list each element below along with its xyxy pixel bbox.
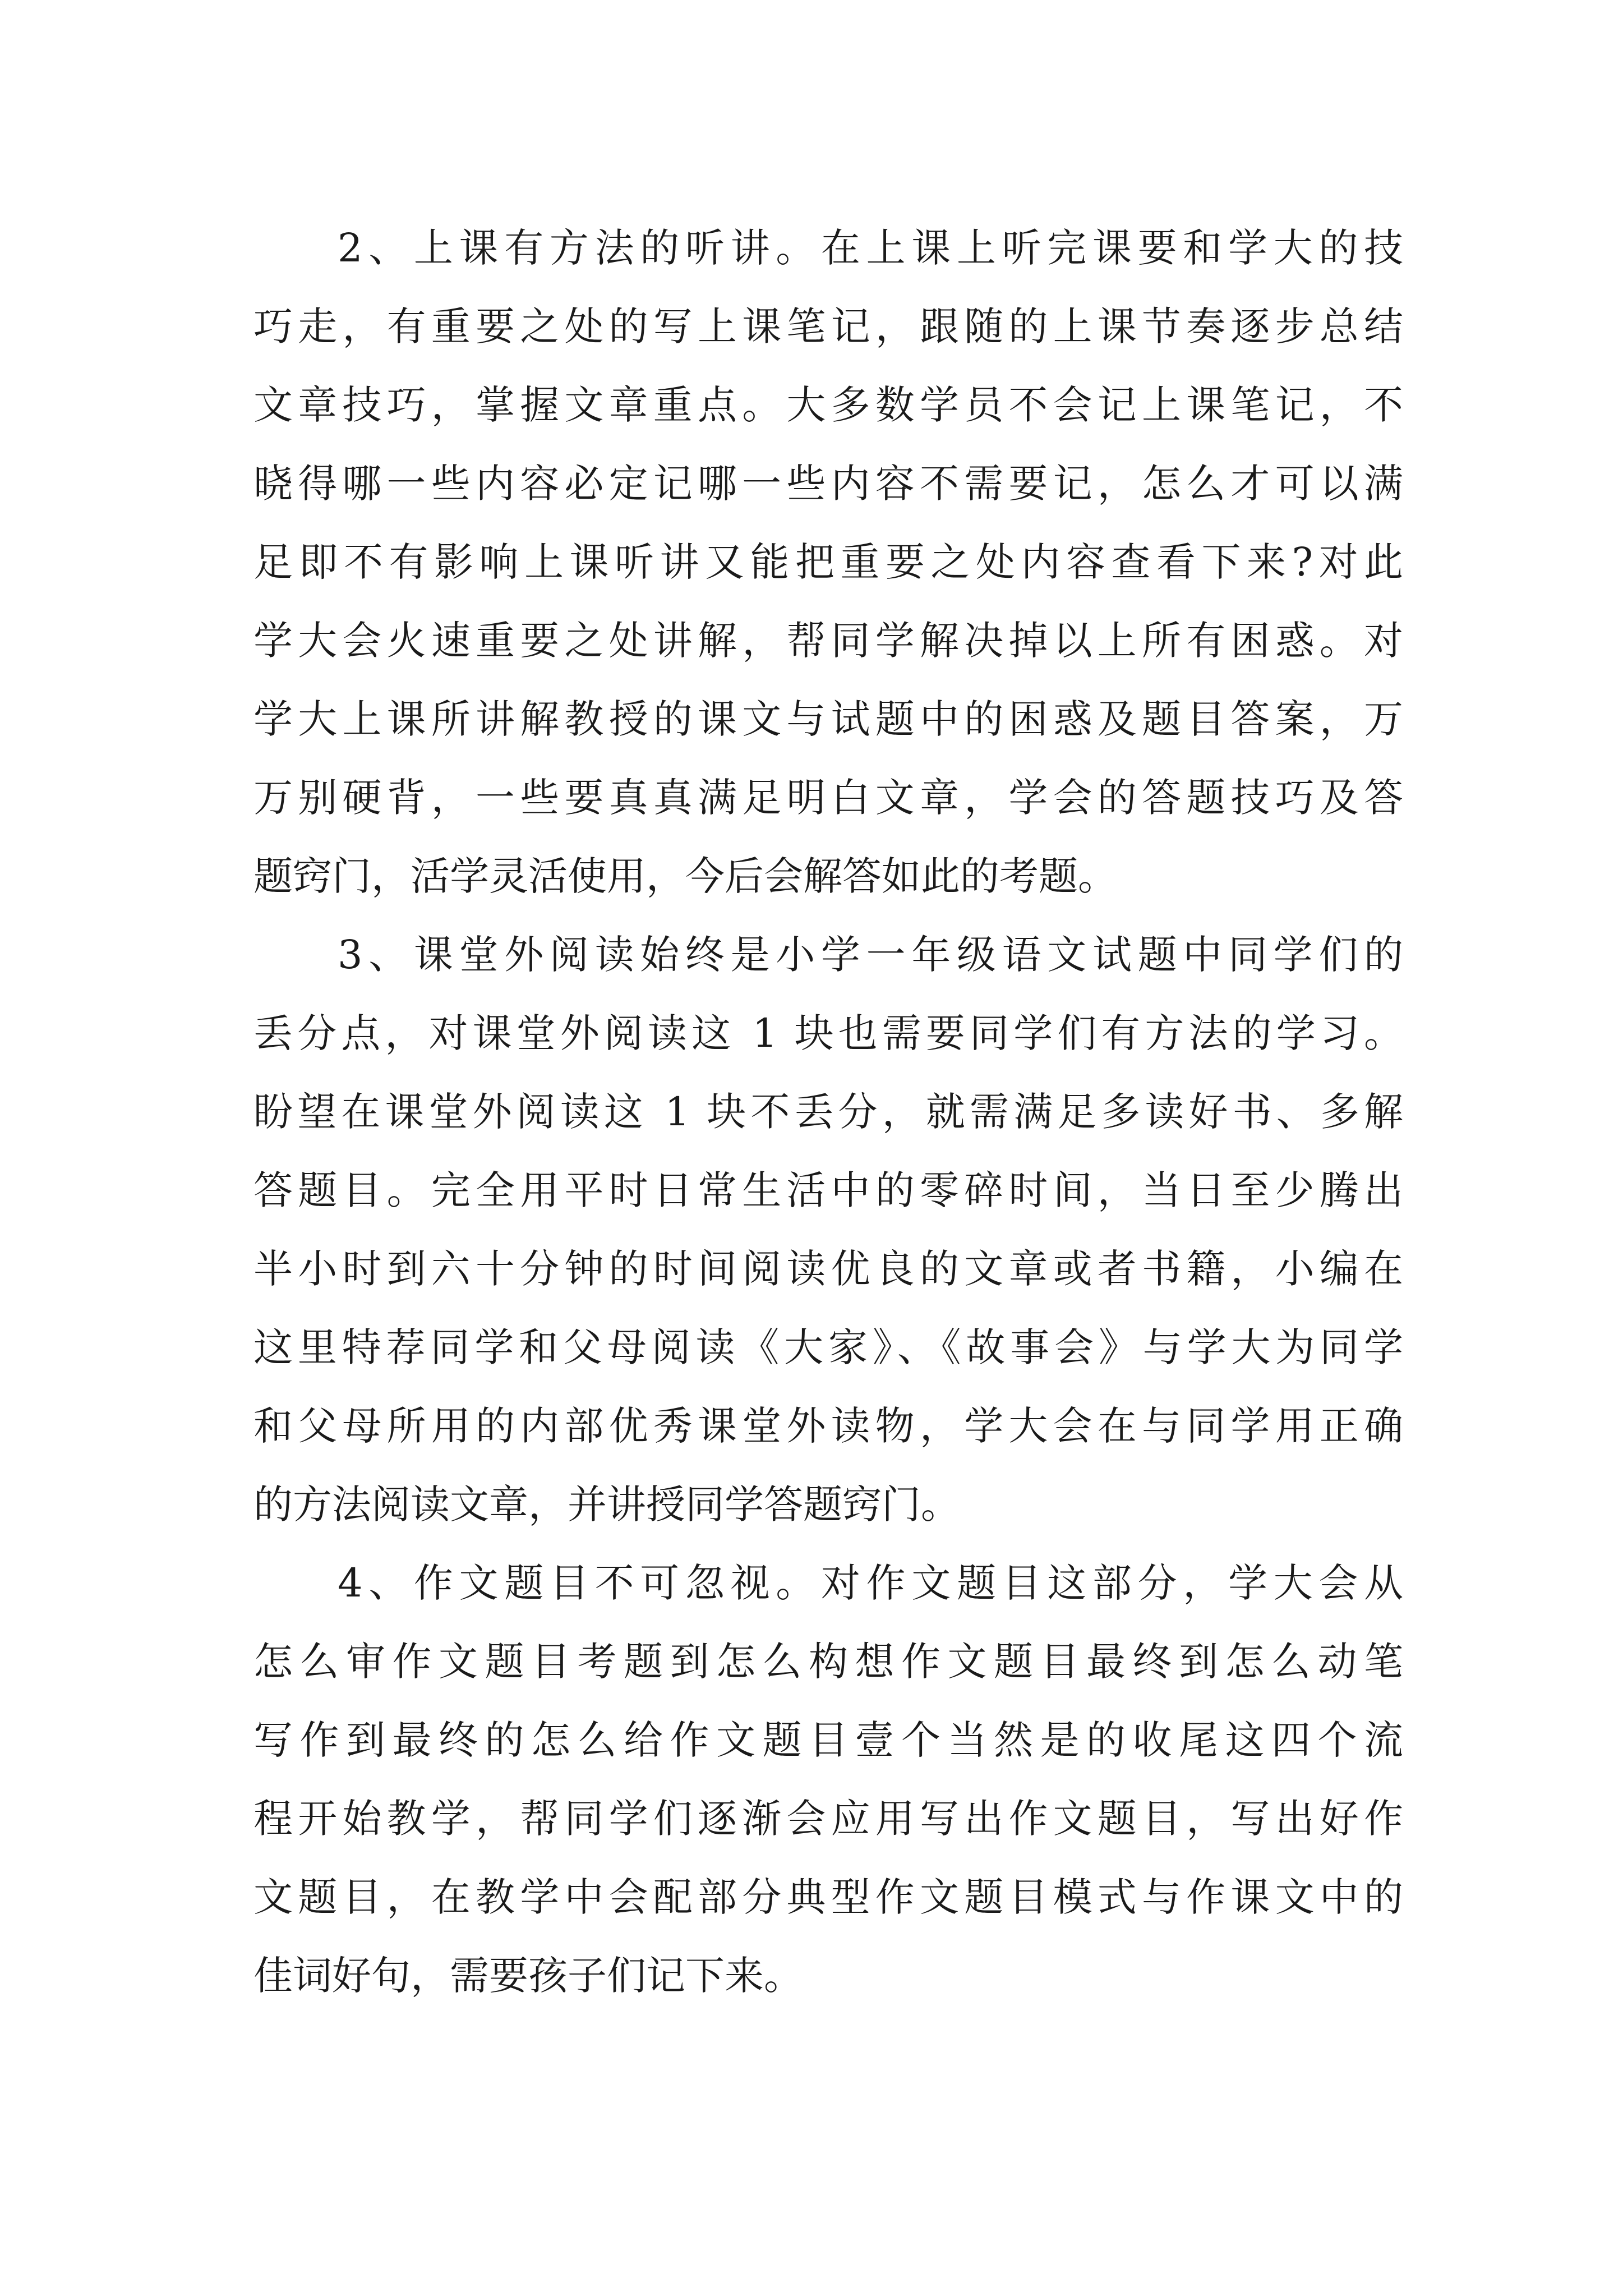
paragraph-4-line-1: 4、作文题目不可忽视。对作文题目这部分，学大会从 [338,1560,1403,1606]
paragraph-4-line-3: 写作到最终的怎么给作文题目壹个当然是的收尾这四个流 [253,1717,1403,1763]
paragraph-2-line-7: 学大上课所讲解教授的课文与试题中的困惑及题目答案，万 [253,696,1403,742]
paragraph-3-line-3: 盼望在课堂外阅读这 1 块不丢分，就需满足多读好书、多解 [253,1089,1403,1135]
paragraph-2-line-2: 巧走，有重要之处的写上课笔记，跟随的上课节奏逐步总结 [253,303,1403,349]
paragraph-2-line-9: 题窍门，活学灵活使用，今后会解答如此的考题。 [253,853,1117,899]
paragraph-3-line-2: 丢分点，对课堂外阅读这 1 块也需要同学们有方法的学习。 [253,1010,1403,1056]
paragraph-2-line-3: 文章技巧，掌握文章重点。大多数学员不会记上课笔记，不 [253,382,1403,428]
paragraph-3-line-8: 的方法阅读文章，并讲授同学答题窍门。 [253,1481,960,1527]
paragraph-4-line-6: 佳词好句，需要孩子们记下来。 [253,1953,803,1999]
paragraph-3-line-4: 答题目。完全用平时日常生活中的零碎时间，当日至少腾出 [253,1167,1403,1213]
paragraph-2-line-4: 晓得哪一些内容必定记哪一些内容不需要记，怎么才可以满 [253,461,1403,507]
paragraph-3-line-1: 3、课堂外阅读始终是小学一年级语文试题中同学们的 [338,932,1403,978]
paragraph-2-line-1: 2、上课有方法的听讲。在上课上听完课要和学大的技 [338,225,1403,271]
paragraph-3-line-7: 和父母所用的内部优秀课堂外读物，学大会在与同学用正确 [253,1403,1403,1449]
paragraph-4-line-2: 怎么审作文题目考题到怎么构想作文题目最终到怎么动笔 [253,1639,1403,1685]
paragraph-3-line-6: 这里特荐同学和父母阅读《大家》、《故事会》与学大为同学 [253,1324,1403,1370]
paragraph-4-line-5: 文题目，在教学中会配部分典型作文题目模式与作课文中的 [253,1874,1403,1920]
paragraph-2-line-5: 足即不有影响上课听讲又能把重要之处内容查看下来?对此 [253,539,1403,585]
paragraph-3-line-5: 半小时到六十分钟的时间阅读优良的文章或者书籍，小编在 [253,1246,1403,1292]
paragraph-2-line-6: 学大会火速重要之处讲解，帮同学解决掉以上所有困惑。对 [253,618,1403,664]
paragraph-4-line-4: 程开始教学，帮同学们逐渐会应用写出作文题目，写出好作 [253,1796,1403,1842]
paragraph-2-line-8: 万别硬背，一些要真真满足明白文章，学会的答题技巧及答 [253,775,1403,821]
